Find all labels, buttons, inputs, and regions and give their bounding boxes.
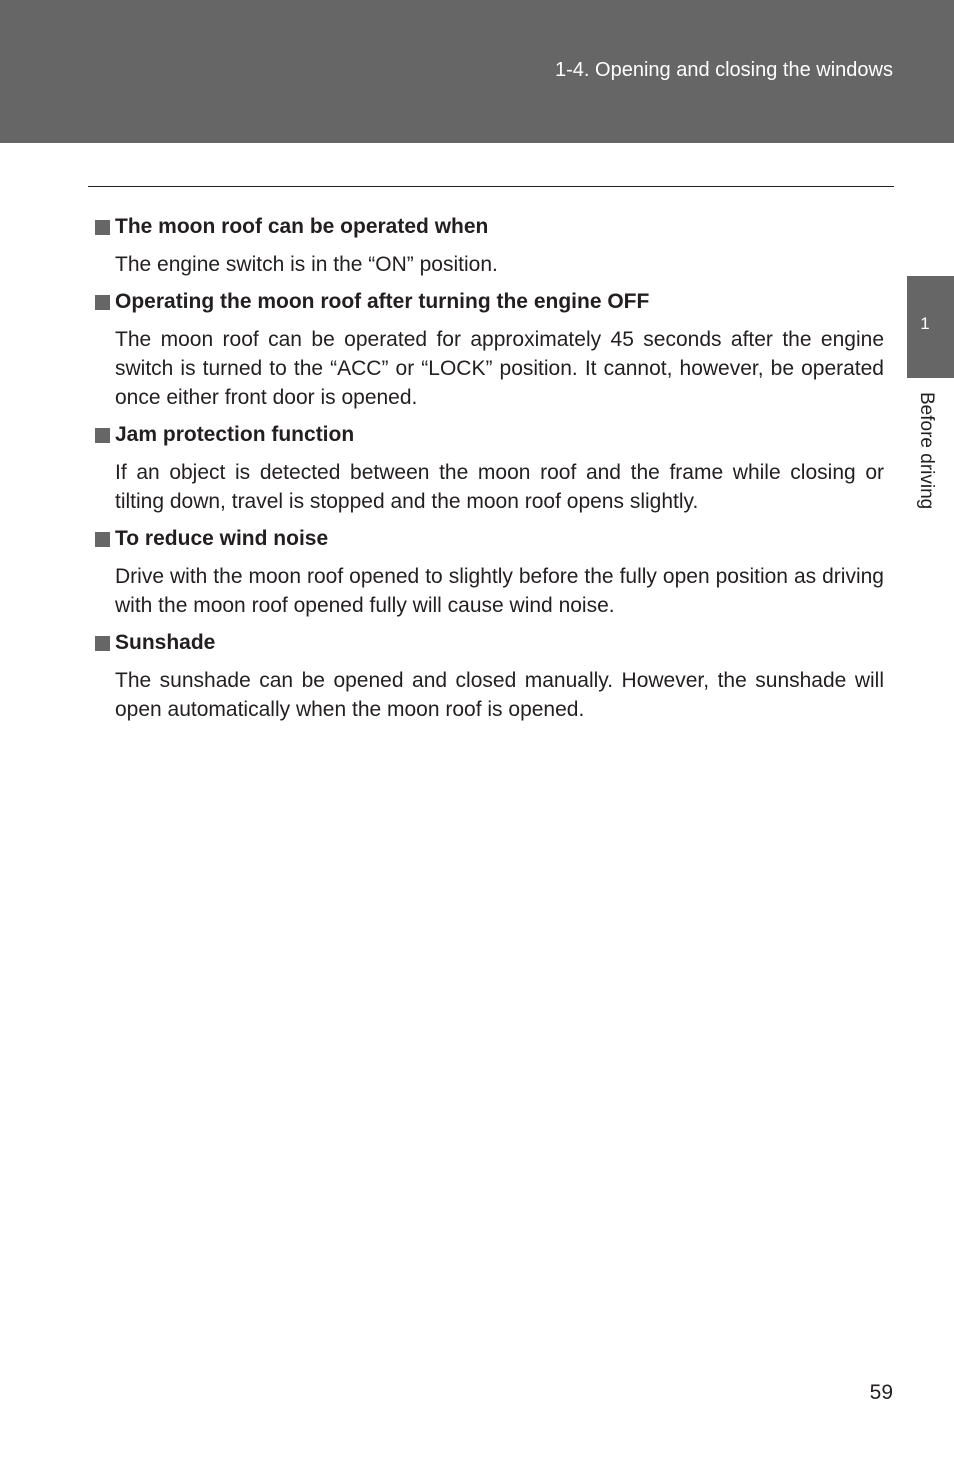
section-body: The moon roof can be operated for approximately 45 seconds after the engine switch is turned to the “ACC” or “LOCK” position. It cannot, however, be operated once either front door is opened. (115, 328, 884, 409)
section-body: The sunshade can be opened and closed manually. However, the sunshade will open automatically when the moon roof is opened. (115, 669, 884, 721)
section-body: The engine switch is in the “ON” position. (115, 253, 498, 276)
square-bullet-icon (95, 295, 110, 310)
square-bullet-icon (95, 532, 110, 547)
page-content (95, 212, 884, 732)
chapter-tab[interactable] (907, 276, 954, 378)
chapter-tab-number: 1 (920, 314, 930, 333)
section-after-engine-off (95, 287, 884, 412)
section-heading: To reduce wind noise (115, 527, 329, 550)
square-bullet-icon (95, 220, 110, 235)
section-body: If an object is detected between the moon roof and the frame while closing or tilting down, travel is stopped and the moon roof opens slightly. (115, 461, 884, 513)
square-bullet-icon (95, 636, 110, 651)
section-heading: Jam protection function (115, 423, 355, 446)
section-heading: The moon roof can be operated when (115, 215, 489, 238)
section-heading: Operating the moon roof after turning the engine OFF (115, 290, 650, 313)
chapter-title: 1-4. Opening and closing the windows (555, 59, 893, 81)
section-jam-protection (95, 420, 884, 516)
section-sunshade (95, 628, 884, 724)
section-heading: Sunshade (115, 631, 216, 654)
page-number: 59 (869, 1381, 893, 1404)
section-operating-condition (95, 212, 884, 279)
header-rule (88, 186, 894, 187)
section-wind-noise (95, 524, 884, 620)
header-band (0, 0, 954, 143)
chapter-tab-label: Before driving (916, 392, 937, 510)
section-body: Drive with the moon roof opened to slightly before the fully open position as driving with the moon roof opened fully will cause wind noise. (115, 565, 884, 617)
square-bullet-icon (95, 428, 110, 443)
